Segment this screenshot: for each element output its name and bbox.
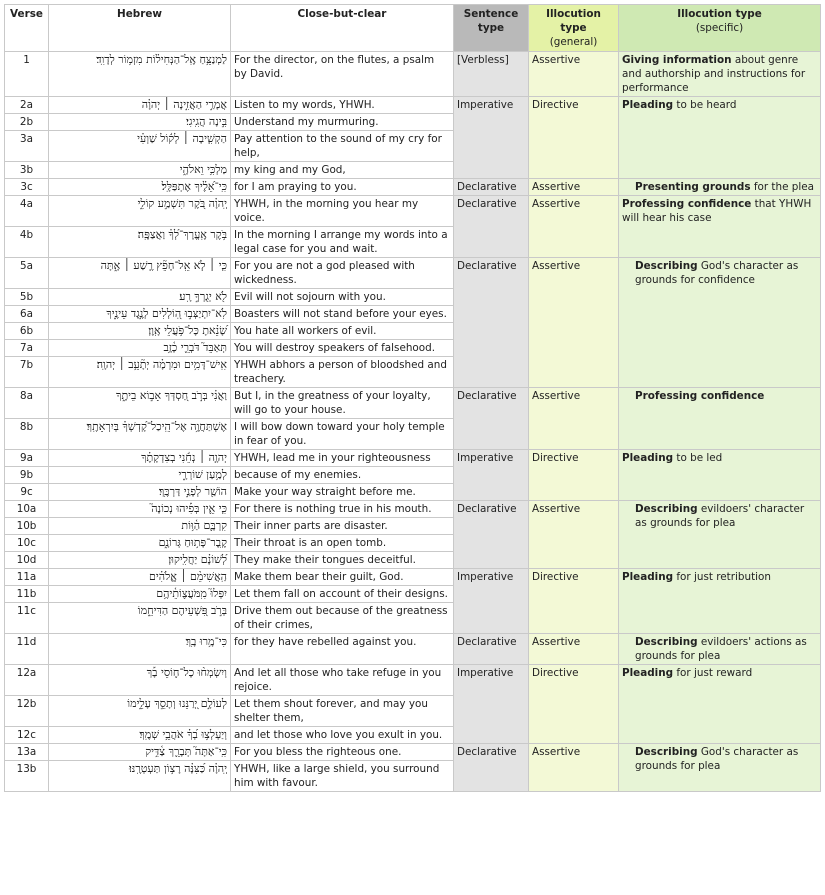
illocution-specific-text [622,635,817,663]
header-sentence-type: Sentence type [454,5,529,52]
verse-cell: 11c [5,603,49,634]
illocution-general-cell: Directive [529,665,619,744]
illocution-general-cell: Assertive [529,179,619,196]
hebrew-cell: יְהוָ֤ה ׀ נְחֵ֬נִי בְצִדְקָתֶ֗ךָ [49,450,231,467]
close-but-clear-cell: YHWH, in the morning you hear my voice. [231,196,454,227]
verse-cell: 10c [5,535,49,552]
illocution-specific-cell [619,196,821,258]
close-but-clear-cell: for they have rebelled against you. [231,634,454,665]
hebrew-cell: לְעוֹלָ֣ם יְ֭רַנֵּנוּ וְתָסֵ֣ךְ עָלֵ֑ימוֹ [49,696,231,727]
hebrew-cell: הַקְשִׁ֤יבָה ׀ לְק֬וֹל שַׁוְעִ֗י [49,131,231,162]
illocution-specific-keyword: Pleading [622,667,674,679]
verse-cell: 11a [5,569,49,586]
sentence-type-cell: Declarative [454,196,529,258]
illocution-specific-text [622,667,752,679]
sentence-type-cell: Declarative [454,744,529,792]
hebrew-cell: וַאֲנִ֗י בְּרֹ֣ב חַ֭סְדְּךָ אָב֣וֹא בֵיתֶ֑ךָ [49,388,231,419]
illocution-specific-keyword: Pleading [622,99,674,111]
close-but-clear-cell: They make their tongues deceitful. [231,552,454,569]
hebrew-cell: לֹ֖א יְגֻרְךָ֣ רָֽע׃ [49,289,231,306]
illocution-specific-cell [619,744,821,792]
illocution-table [4,4,821,792]
hebrew-cell: לְ֝שׁוֹנָ֗ם יַחֲלִֽיקוּן׃ [49,552,231,569]
sentence-type-cell: Imperative [454,569,529,634]
close-but-clear-cell: You hate all workers of evil. [231,323,454,340]
verse-cell: 9a [5,450,49,467]
illocution-specific-keyword: Professing confidence [622,198,752,210]
verse-cell: 3c [5,179,49,196]
illocution-specific-text [622,99,736,111]
verse-cell: 11b [5,586,49,603]
verse-cell: 10d [5,552,49,569]
close-but-clear-cell: YHWH, like a large shield, you surround him with favour. [231,761,454,792]
illocution-specific-detail: to be led [673,452,723,464]
illocution-general-cell: Assertive [529,196,619,258]
close-but-clear-cell: For there is nothing true in his mouth. [231,501,454,518]
header-verse: Verse [5,5,49,52]
illocution-specific-cell [619,634,821,665]
illocution-specific-cell [619,569,821,634]
illocution-specific-keyword: Professing confidence [635,390,765,402]
header-illocution-specific-sub: (specific) [695,22,744,34]
illocution-specific-keyword: Describing [635,260,698,272]
illocution-specific-cell [619,52,821,97]
close-but-clear-cell: Drive them out because of the greatness of their crimes, [231,603,454,634]
verse-cell: 4b [5,227,49,258]
illocution-specific-text [622,389,764,403]
header-illocution-general-sub: (general) [549,36,598,48]
illocution-specific-cell [619,97,821,179]
table-row [5,97,821,114]
table-row [5,52,821,97]
illocution-specific-text [622,54,805,94]
illocution-general-cell: Directive [529,569,619,634]
hebrew-cell: בֹּ֥קֶר אֶֽעֱרָךְ־לְ֝ךָ֗ וַאֲצַפֶּֽה׃ [49,227,231,258]
close-but-clear-cell: YHWH abhors a person of bloodshed and treachery. [231,357,454,388]
verse-cell: 5a [5,258,49,289]
verse-cell: 1 [5,52,49,97]
table-row [5,258,821,289]
table-row [5,388,821,419]
illocution-specific-text [622,452,722,464]
hebrew-cell: קִרְבָּ֪ם הַ֫וּ֥וֹת [49,518,231,535]
hebrew-cell: הַֽאֲשִׁימֵ֨ם ׀ אֱ‍ֽלֹהִ֗ים [49,569,231,586]
hebrew-cell: יִפְּלוּ֮ מִֽמֹּעֲצ֪וֹתֵ֫יהֶ֥ם [49,586,231,603]
verse-cell: 13a [5,744,49,761]
verse-cell: 7a [5,340,49,357]
close-but-clear-cell: Their throat is an open tomb. [231,535,454,552]
hebrew-cell: אֶשְׁתַּחֲוֶ֥ה אֶל־הֵֽיכַל־קָ֝דְשְׁךָ֗ בְּיִרְאָתֶֽךָ׃ [49,419,231,450]
sentence-type-cell: Declarative [454,501,529,569]
verse-cell: 4a [5,196,49,227]
verse-cell: 8b [5,419,49,450]
verse-cell: 3b [5,162,49,179]
verse-cell: 2a [5,97,49,114]
close-but-clear-cell: Listen to my words, YHWH. [231,97,454,114]
table-body [5,52,821,792]
illocution-specific-cell [619,388,821,450]
hebrew-cell: תְּאַבֵּד֮ דֹּבְרֵ֪י כָ֫זָ֥ב [49,340,231,357]
illocution-specific-keyword: Giving information [622,54,732,66]
illocution-specific-cell [619,501,821,569]
close-but-clear-cell: But I, in the greatness of your loyalty, will go to your house. [231,388,454,419]
verse-cell: 11d [5,634,49,665]
table-row [5,179,821,196]
sentence-type-cell: Declarative [454,179,529,196]
close-but-clear-cell: I will bow down toward your holy temple in fear of you. [231,419,454,450]
close-but-clear-cell: In the morning I arrange my words into a legal case for you and wait. [231,227,454,258]
illocution-specific-text [622,259,817,287]
illocution-specific-keyword: Presenting grounds [635,181,751,193]
illocution-specific-text [622,745,817,773]
close-but-clear-cell: Boasters will not stand before your eyes. [231,306,454,323]
illocution-specific-text [622,198,811,224]
hebrew-cell: אִֽישׁ־דָּמִ֥ים וּמִרְמָ֗ה יְתָ֘עֵ֥ב ׀ יְהוָֽה׃ [49,357,231,388]
hebrew-cell: לֹֽא־יִתְיַצְּב֣וּ הֽ֭וֹלְלִים לְנֶ֣גֶד עֵינֶ֑יךָ [49,306,231,323]
verse-cell: 8a [5,388,49,419]
hebrew-cell: שָׂ֝נֵ֗אתָ כָּל־פֹּ֥עֲלֵי אָֽוֶן׃ [49,323,231,340]
sentence-type-cell: Declarative [454,388,529,450]
verse-cell: 6a [5,306,49,323]
hebrew-cell: וְיִשְׂמְח֨וּ כָל־ח֪וֹסֵי בָ֡ךְ [49,665,231,696]
header-illocution-specific [619,5,821,52]
hebrew-cell: כִּֽי־אֵ֝לֶ֗יךָ אֶתְפַּלָּֽל׃ [49,179,231,196]
verse-cell: 9b [5,467,49,484]
verse-cell: 2b [5,114,49,131]
sentence-type-cell: Declarative [454,634,529,665]
verse-cell: 6b [5,323,49,340]
verse-cell: 9c [5,484,49,501]
header-close-but-clear: Close-but-clear [231,5,454,52]
close-but-clear-cell: And let all those who take refuge in you rejoice. [231,665,454,696]
verse-cell: 3a [5,131,49,162]
close-but-clear-cell: For the director, on the flutes, a psalm by David. [231,52,454,97]
table-row [5,196,821,227]
verse-cell: 10b [5,518,49,535]
illocution-specific-detail: to be heard [673,99,737,111]
hebrew-cell: בְּרֹ֣ב פִּ֭שְׁעֵיהֶם הַדִּיחֵ֑מוֹ [49,603,231,634]
sentence-type-cell: Imperative [454,97,529,179]
header-illocution-general-title: Illocution type [546,8,601,34]
hebrew-cell: אֲמָרַ֣י הַאֲזִ֣ינָה ׀ יְהוָ֗ה [49,97,231,114]
illocution-specific-detail: God's character as grounds for confidence [635,260,799,286]
illocution-specific-detail: for just retribution [673,571,771,583]
table-row [5,744,821,761]
illocution-general-cell: Assertive [529,744,619,792]
hebrew-cell: יְֽהוָ֗ה בֹּ֭קֶר תִּשְׁמַ֣ע קוֹלִ֑י [49,196,231,227]
table-row [5,634,821,665]
header-illocution-specific-title: Illocution type [677,8,762,20]
table-row [5,501,821,518]
sentence-type-cell: Imperative [454,450,529,501]
header-row [5,5,821,52]
illocution-specific-text [622,502,817,530]
hebrew-cell: כִּי־מָ֥רוּ בָֽךְ׃ [49,634,231,665]
illocution-specific-cell [619,179,821,196]
illocution-specific-detail: evildoers' character as grounds for plea [635,503,805,529]
close-but-clear-cell: Their inner parts are disaster. [231,518,454,535]
illocution-specific-cell [619,665,821,744]
illocution-specific-detail: for just reward [673,667,753,679]
sentence-type-cell: [Verbless] [454,52,529,97]
hebrew-cell: לְמַ֥עַן שׁוֹרְרָ֑י [49,467,231,484]
illocution-general-cell: Assertive [529,52,619,97]
illocution-specific-cell [619,258,821,388]
close-but-clear-cell: Evil will not sojourn with you. [231,289,454,306]
header-illocution-general [529,5,619,52]
illocution-specific-detail: for the plea [750,181,815,193]
illocution-specific-keyword: Pleading [622,571,674,583]
illocution-specific-text [622,571,771,583]
close-but-clear-cell: and let those who love you exult in you. [231,727,454,744]
table-row [5,450,821,467]
header-hebrew: Hebrew [49,5,231,52]
illocution-specific-keyword: Pleading [622,452,674,464]
illocution-specific-detail: evildoers' actions as grounds for plea [635,636,807,662]
illocution-general-cell: Assertive [529,501,619,569]
close-but-clear-cell: You will destroy speakers of falsehood. [231,340,454,357]
verse-cell: 5b [5,289,49,306]
table-row [5,665,821,696]
sentence-type-cell: Imperative [454,665,529,744]
illocution-general-cell: Assertive [529,258,619,388]
close-but-clear-cell: Let them shout forever, and may you shelter them, [231,696,454,727]
close-but-clear-cell: my king and my God, [231,162,454,179]
illocution-specific-detail: that YHWH will hear his case [622,198,812,224]
close-but-clear-cell: for I am praying to you. [231,179,454,196]
verse-cell: 7b [5,357,49,388]
illocution-specific-text [622,180,814,194]
sentence-type-cell: Declarative [454,258,529,388]
verse-cell: 12c [5,727,49,744]
verse-cell: 12a [5,665,49,696]
hebrew-cell: קֶֽבֶר־פָּת֥וּחַ גְּרוֹנָ֑ם [49,535,231,552]
verse-cell: 13b [5,761,49,792]
illocution-specific-keyword: Describing [635,503,698,515]
hebrew-cell: לַמְנַצֵּ֥חַ אֶֽל־הַנְּחִיל֗וֹת מִזְמ֥וֹר לְדָוִֽד׃ [49,52,231,97]
hebrew-cell: כִּ֤י ׀ לֹ֤א אֵֽל־חָפֵ֘ץ רֶ֤שַׁע ׀ אָ֑תָּה [49,258,231,289]
close-but-clear-cell: YHWH, lead me in your righteousness [231,450,454,467]
close-but-clear-cell: For you are not a god pleased with wickedness. [231,258,454,289]
hebrew-cell: כִּֽי־אַתָּה֮ תְּבָרֵ֪ךְ צַ֫דִּ֥יק [49,744,231,761]
close-but-clear-cell: Make your way straight before me. [231,484,454,501]
illocution-general-cell: Assertive [529,634,619,665]
close-but-clear-cell: Make them bear their guilt, God. [231,569,454,586]
close-but-clear-cell: because of my enemies. [231,467,454,484]
hebrew-cell: בִּ֣ינָה הֲגִֽיגִי׃ [49,114,231,131]
close-but-clear-cell: Pay attention to the sound of my cry for help, [231,131,454,162]
illocution-general-cell: Assertive [529,388,619,450]
hebrew-cell: כִּ֤י אֵ֪ין בְּפִ֡יהוּ נְכוֹנָה֮ [49,501,231,518]
verse-cell: 10a [5,501,49,518]
close-but-clear-cell: Understand my murmuring. [231,114,454,131]
table-row [5,569,821,586]
illocution-general-cell: Directive [529,97,619,179]
illocution-specific-keyword: Describing [635,636,698,648]
verse-cell: 12b [5,696,49,727]
close-but-clear-cell: Let them fall on account of their designs. [231,586,454,603]
illocution-general-cell: Directive [529,450,619,501]
illocution-specific-detail: about genre and authorship and instructions for performance [622,54,806,94]
hebrew-cell: יְֽהוָ֗ה כַּ֝צִּנָּ֗ה רָצ֥וֹן תַּעְטְרֶֽנּוּ׃ [49,761,231,792]
hebrew-cell: הוֹשַׁ֖ר לְפָנַ֣י דַּרְכֶּֽךָ׃ [49,484,231,501]
illocution-specific-detail: God's character as grounds for plea [635,746,799,772]
hebrew-cell: מַלְכִּ֥י וֵאלֹהָ֑י [49,162,231,179]
illocution-specific-keyword: Describing [635,746,698,758]
close-but-clear-cell: For you bless the righteous one. [231,744,454,761]
illocution-specific-cell [619,450,821,501]
hebrew-cell: וְיַעְלְצ֥וּ בְ֝ךָ֗ אֹהֲבֵ֥י שְׁמֶֽךָ׃ [49,727,231,744]
